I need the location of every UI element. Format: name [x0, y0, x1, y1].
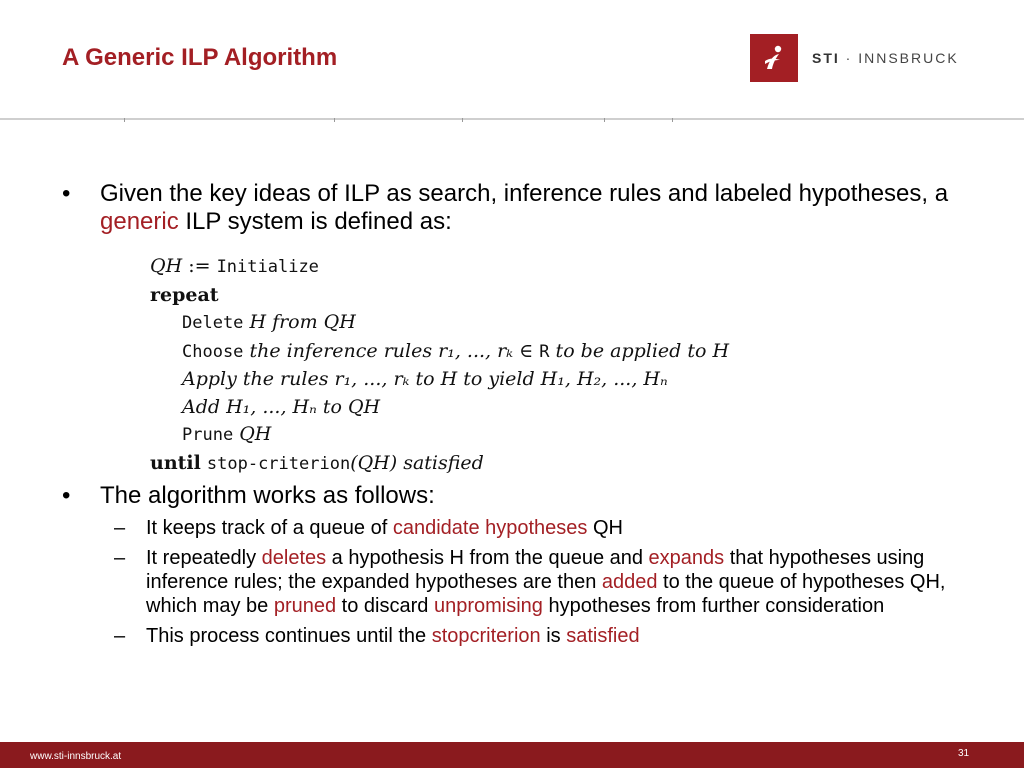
algo-line-apply: Apply the rules r₁, ..., rₖ to H to yield H₁, H₂, ..., Hₙ [182, 368, 668, 390]
algo-line-choose: Choose the inference rules r₁, ..., rₖ ∈ R to be applied to H [182, 339, 730, 362]
algo-line-prune: Prune QH [182, 423, 272, 445]
sti-logo-text: STI · INNSBRUCK [812, 50, 959, 66]
algo-line-repeat: repeat [150, 283, 219, 306]
header-divider [0, 118, 1024, 120]
bullet-generic-ilp: • Given the key ideas of ILP as search, inference rules and labeled hypotheses, a generic ILP system is defined as: [62, 180, 949, 235]
algorithm-pseudocode [150, 253, 729, 478]
sub-bullet-stop: – This process continues until the stopcriterion is satisfied [114, 625, 640, 647]
bullet-algorithm-works: • The algorithm works as follows: [62, 482, 435, 509]
algo-line-until: until stop-criterion(QH) satisfied [150, 451, 484, 474]
algo-line-initialize: QH := Initialize [150, 255, 319, 277]
sti-logo [750, 34, 959, 82]
page-number: 31 [958, 748, 970, 759]
algo-line-add: Add H₁, ..., Hₙ to QH [182, 395, 381, 418]
sub-bullet-expand: – It repeatedly deletes a hypothesis H from the queue and expands that hypotheses using inference rules; the expanded hypotheses are then added to the queue of hypotheses QH, which may be pruned to discard unpromising hypotheses from further consideration [114, 547, 946, 617]
footer-bar [0, 742, 1024, 768]
sub-bullet-queue: – It keeps track of a queue of candidate hypotheses QH [114, 517, 623, 539]
sti-logo-icon [750, 34, 798, 82]
slide-title: A Generic ILP Algorithm [62, 44, 338, 71]
footer-url[interactable]: www.sti-innsbruck.at [30, 751, 122, 762]
algo-line-delete: Delete H from QH [182, 311, 356, 333]
